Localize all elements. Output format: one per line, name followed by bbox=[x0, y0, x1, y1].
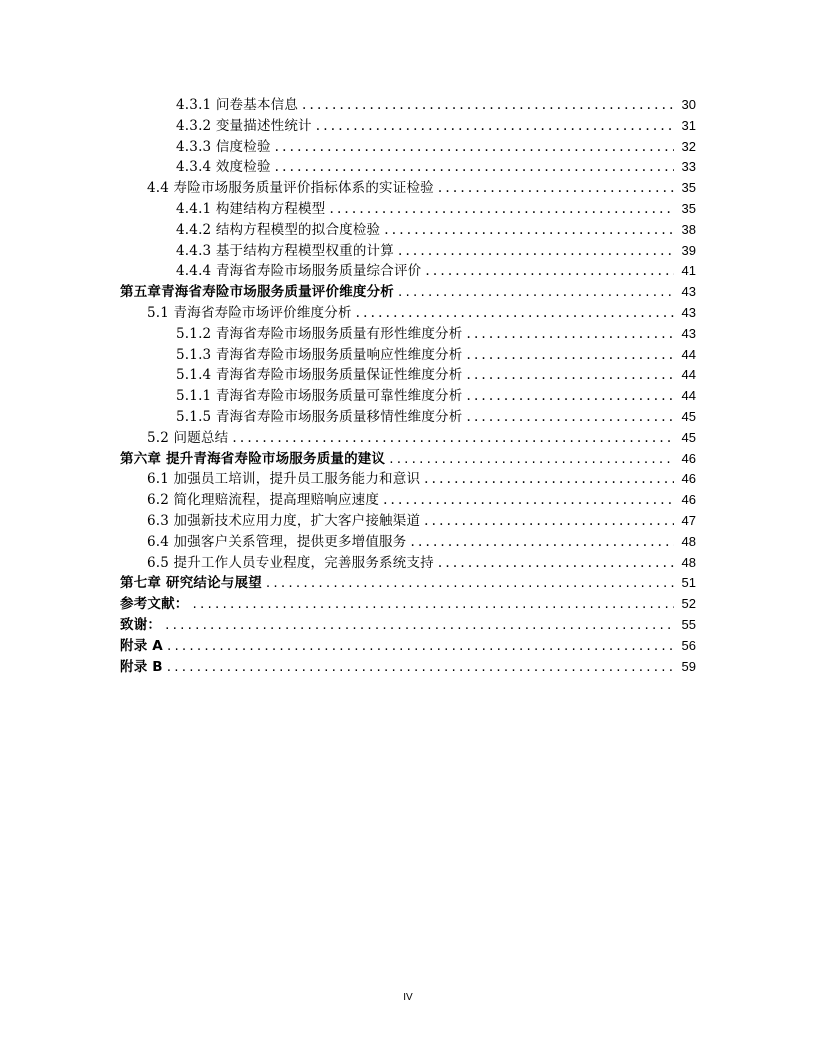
toc-entry-page: 35 bbox=[681, 200, 696, 216]
toc-entry-title: 4.3.4 效度检验 bbox=[176, 159, 271, 176]
toc-entry-page: 55 bbox=[681, 616, 696, 632]
toc-entry-page: 35 bbox=[681, 180, 696, 196]
toc-entry-title: 6.2 简化理赔流程，提高理赔响应速度 bbox=[147, 492, 380, 509]
toc-entry-page: 46 bbox=[681, 492, 696, 508]
toc-dot-leader bbox=[167, 636, 674, 657]
toc-dot-leader bbox=[193, 594, 675, 615]
toc-entry-title: 6.5 提升工作人员专业程度，完善服务系统支持 bbox=[147, 554, 434, 571]
toc-entry-title: 4.3.2 变量描述性统计 bbox=[176, 117, 312, 134]
toc-entry[interactable] bbox=[120, 220, 696, 241]
toc-entry[interactable] bbox=[120, 303, 696, 324]
toc-dot-leader bbox=[232, 428, 674, 449]
toc-dot-leader bbox=[438, 178, 674, 199]
toc-entry-title: 4.4 寿险市场服务质量评价指标体系的实证检验 bbox=[147, 180, 434, 197]
toc-entry-title: 附录 A bbox=[120, 637, 163, 654]
toc-entry[interactable] bbox=[120, 282, 696, 303]
toc-entry-title: 致谢： bbox=[120, 616, 162, 633]
toc-entry-page: 56 bbox=[681, 637, 696, 653]
toc-entry-page: 31 bbox=[681, 117, 696, 133]
toc-entry[interactable] bbox=[120, 594, 696, 615]
toc-entry[interactable] bbox=[120, 157, 696, 178]
toc-entry-page: 39 bbox=[681, 242, 696, 258]
toc-dot-leader bbox=[275, 157, 674, 178]
toc-dot-leader bbox=[410, 532, 674, 553]
table-of-contents bbox=[120, 95, 696, 677]
toc-entry[interactable] bbox=[120, 636, 696, 657]
toc-dot-leader bbox=[466, 345, 674, 366]
toc-entry-page: 33 bbox=[681, 159, 696, 175]
toc-entry-page: 43 bbox=[681, 284, 696, 300]
toc-dot-leader bbox=[466, 386, 674, 407]
toc-entry[interactable] bbox=[120, 573, 696, 594]
toc-dot-leader bbox=[424, 511, 674, 532]
toc-entry-page: 44 bbox=[681, 388, 696, 404]
toc-dot-leader bbox=[398, 241, 674, 262]
page-number: IV bbox=[403, 992, 413, 1003]
toc-entry-title: 6.3 加强新技术应用力度，扩大客户接触渠道 bbox=[147, 512, 421, 529]
toc-entry-title: 6.1 加强员工培训，提升员工服务能力和意识 bbox=[147, 471, 421, 488]
toc-entry[interactable] bbox=[120, 261, 696, 282]
toc-dot-leader bbox=[466, 324, 674, 345]
toc-entry-title: 5.1.5 青海省寿险市场服务质量移情性维度分析 bbox=[176, 408, 463, 425]
toc-entry[interactable] bbox=[120, 178, 696, 199]
toc-dot-leader bbox=[167, 657, 674, 678]
toc-dot-leader bbox=[384, 220, 674, 241]
toc-dot-leader bbox=[302, 95, 674, 116]
toc-dot-leader bbox=[383, 490, 674, 511]
toc-dot-leader bbox=[275, 137, 674, 158]
toc-entry-page: 44 bbox=[681, 367, 696, 383]
toc-entry-page: 47 bbox=[681, 512, 696, 528]
toc-entry-title: 5.1.3 青海省寿险市场服务质量响应性维度分析 bbox=[176, 346, 463, 363]
toc-dot-leader bbox=[425, 261, 674, 282]
toc-entry[interactable] bbox=[120, 199, 696, 220]
toc-entry[interactable] bbox=[120, 137, 696, 158]
toc-entry-title: 6.4 加强客户关系管理，提供更多增值服务 bbox=[147, 533, 407, 550]
toc-entry[interactable] bbox=[120, 532, 696, 553]
toc-entry[interactable] bbox=[120, 553, 696, 574]
toc-entry-page: 38 bbox=[681, 221, 696, 237]
toc-dot-leader bbox=[424, 469, 674, 490]
toc-entry-title: 5.1.2 青海省寿险市场服务质量有形性维度分析 bbox=[176, 325, 463, 342]
toc-entry-title: 附录 B bbox=[120, 658, 163, 675]
toc-entry-title: 第五章青海省寿险市场服务质量评价维度分析 bbox=[120, 284, 394, 301]
toc-entry[interactable] bbox=[120, 657, 696, 678]
toc-entry[interactable] bbox=[120, 511, 696, 532]
toc-entry-title: 4.4.4 青海省寿险市场服务质量综合评价 bbox=[176, 263, 422, 280]
toc-dot-leader bbox=[316, 116, 674, 137]
toc-entry[interactable] bbox=[120, 407, 696, 428]
toc-entry[interactable] bbox=[120, 386, 696, 407]
toc-entry-title: 5.1.4 青海省寿险市场服务质量保证性维度分析 bbox=[176, 367, 463, 384]
toc-dot-leader bbox=[329, 199, 674, 220]
toc-entry-title: 第六章 提升青海省寿险市场服务质量的建议 bbox=[120, 450, 386, 467]
toc-dot-leader bbox=[438, 553, 674, 574]
toc-entry[interactable] bbox=[120, 345, 696, 366]
toc-entry-title: 参考文献： bbox=[120, 596, 189, 613]
toc-entry-page: 32 bbox=[681, 138, 696, 154]
toc-dot-leader bbox=[389, 449, 674, 470]
toc-entry[interactable] bbox=[120, 365, 696, 386]
toc-dot-leader bbox=[466, 407, 674, 428]
toc-entry[interactable] bbox=[120, 469, 696, 490]
toc-entry-page: 45 bbox=[681, 408, 696, 424]
toc-entry-title: 5.2 问题总结 bbox=[147, 429, 229, 446]
toc-entry-page: 45 bbox=[681, 429, 696, 445]
toc-entry-title: 4.4.1 构建结构方程模型 bbox=[176, 200, 326, 217]
toc-entry-title: 5.1 青海省寿险市场评价维度分析 bbox=[147, 304, 352, 321]
toc-entry[interactable] bbox=[120, 449, 696, 470]
toc-entry[interactable] bbox=[120, 324, 696, 345]
toc-entry-title: 4.4.3 基于结构方程模型权重的计算 bbox=[176, 242, 394, 259]
toc-entry-page: 51 bbox=[681, 575, 696, 591]
toc-entry-page: 46 bbox=[681, 471, 696, 487]
toc-entry-page: 43 bbox=[681, 325, 696, 341]
toc-dot-leader bbox=[466, 365, 674, 386]
toc-entry-page: 59 bbox=[681, 658, 696, 674]
toc-entry-page: 48 bbox=[681, 554, 696, 570]
toc-entry-page: 30 bbox=[681, 97, 696, 112]
toc-entry[interactable] bbox=[120, 95, 696, 116]
toc-dot-leader bbox=[266, 573, 674, 594]
toc-entry-page: 52 bbox=[681, 596, 696, 612]
toc-dot-leader bbox=[165, 615, 674, 636]
toc-dot-leader bbox=[398, 282, 674, 303]
toc-entry-title: 第七章 研究结论与展望 bbox=[120, 575, 262, 592]
toc-entry-title: 4.3.3 信度检验 bbox=[176, 138, 271, 155]
toc-entry-title: 4.3.1 问卷基本信息 bbox=[176, 97, 299, 113]
toc-entry-page: 46 bbox=[681, 450, 696, 466]
toc-dot-leader bbox=[356, 303, 674, 324]
toc-entry-title: 5.1.1 青海省寿险市场服务质量可靠性维度分析 bbox=[176, 388, 463, 405]
toc-entry[interactable] bbox=[120, 615, 696, 636]
toc-entry[interactable] bbox=[120, 241, 696, 262]
toc-entry-page: 43 bbox=[681, 304, 696, 320]
toc-entry-page: 48 bbox=[681, 533, 696, 549]
toc-entry[interactable] bbox=[120, 490, 696, 511]
toc-entry-page: 41 bbox=[681, 263, 696, 279]
toc-entry-title: 4.4.2 结构方程模型的拟合度检验 bbox=[176, 221, 381, 238]
toc-entry-page: 44 bbox=[681, 346, 696, 362]
toc-entry[interactable] bbox=[120, 116, 696, 137]
toc-entry[interactable] bbox=[120, 428, 696, 449]
